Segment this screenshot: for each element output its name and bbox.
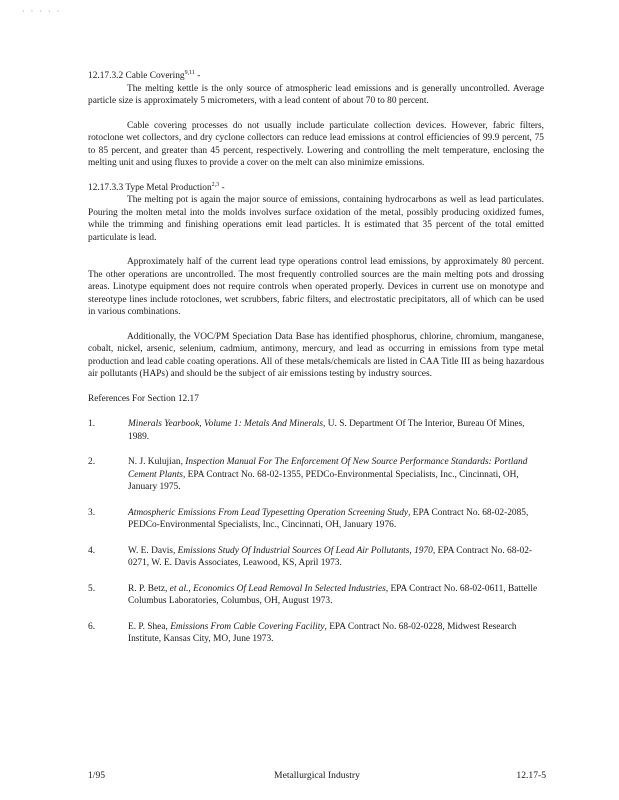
reference-item: 2. N. J. Kulujian, Inspection Manual For The Enforcement Of New Source Performance Standards: Portland Cement Plants, EPA Contract No. 68-02-1355, PEDCo-Environmental Specialists, Inc., Cincinnati, OH, January 1975. <box>88 457 528 492</box>
reference-item: 3. Atmospheric Emissions From Lead Typesetting Operation Screening Study, EPA Contract No. 68-02-2085, PEDCo-Environmental Specialists, Inc., Cincinnati, OH, January 1976. <box>88 507 529 530</box>
reference-item: 1. Minerals Yearbook, Volume 1: Metals And Minerals, U. S. Department Of The Interior, Bureau Of Mines, 1989. <box>88 419 525 442</box>
footer-date: 1/95 <box>88 770 106 781</box>
paragraph: Approximately half of the current lead type operations control lead emissions, by approximately 80 percent. The other operations are uncontrolled. The most frequently controlled sources are the main melting pots and drossing areas. Linotype equipment does not require controls when operated properly. Devices in current use on monotype and stereotype lines include rotoclones, wet scrubbers, fabric filters, and electrostatic precipitators, all of which can be used in various combinations. <box>88 257 544 317</box>
reference-item: 4. W. E. Davis, Emissions Study Of Industrial Sources Of Lead Air Pollutants, 1970, EPA Contract No. 68-02-0271, W. E. Davis Associates, Leawood, KS, April 1973. <box>88 545 533 568</box>
paragraph: The melting kettle is the only source of atmospheric lead emissions and is generally uncontrolled. Average particle size is approximately 5 micrometers, with a lead content of about 70 to 80 percent. <box>88 83 544 106</box>
footer-page-number: 12.17-5 <box>516 770 546 781</box>
references-heading: References For Section 12.17 <box>88 393 199 404</box>
section-heading-type-metal: 12.17.3.3 Type Metal Production$^{2,3}$ - <box>88 181 225 193</box>
scan-mark: · · · · · <box>22 7 62 16</box>
paragraph: Cable covering processes do not usually include particulate collection devices. However, fabric filters, rotoclone wet collectors, and dry cyclone collectors can reduce lead emissions at control efficiencies of 99.9 percent, 75 to 85 percent, and greater than 45 percent, respectively. Lowering and controlling the melt temperature, enclosing the melting unit and using fluxes to provide a cover on the melt can also minimize emissions. <box>88 120 544 168</box>
paragraph: The melting pot is again the major source of emissions, containing hydrocarbons as well as lead particulates. Pouring the molten metal into the molds involves surface oxidation of the metal, possibly producing oxidized fumes, while the trimming and finishing operations emit lead particles. It is estimated that 35 percent of the total emitted particulate is lead. <box>88 195 544 243</box>
footer-title: Metallurgical Industry <box>274 770 360 781</box>
section-heading-cable-covering: 12.17.3.2 Cable Covering$^{9,11}$ - <box>88 69 201 81</box>
reference-item: 6. E. P. Shea, Emissions From Cable Covering Facility, EPA Contract No. 68-02-0228, Midwest Research Institute, Kansas City, MO, June 1973. <box>88 621 517 644</box>
heading-superscript: 9,11 <box>184 69 195 76</box>
paragraph: Additionally, the VOC/PM Speciation Data Base has identified phosphorus, chlorine, chromium, manganese, cobalt, nickel, arsenic, selenium, cadmium, antimony, mercury, and lead as occurring in emissions from type metal production and lead cable coating operations. All of these metals/chemicals are listed in CAA Title III as being hazardous air pollutants (HAPs) and should be the subject of air emissions testing by industry sources. <box>88 331 544 379</box>
heading-superscript: 2,3 <box>211 181 220 188</box>
page-content <box>88 70 544 646</box>
reference-item: 5. R. P. Betz, et al., Economics Of Lead Removal In Selected Industries, EPA Contract No. 68-02-0611, Battelle Columbus Laboratories, Columbus, OH, August 1973. <box>88 583 538 606</box>
